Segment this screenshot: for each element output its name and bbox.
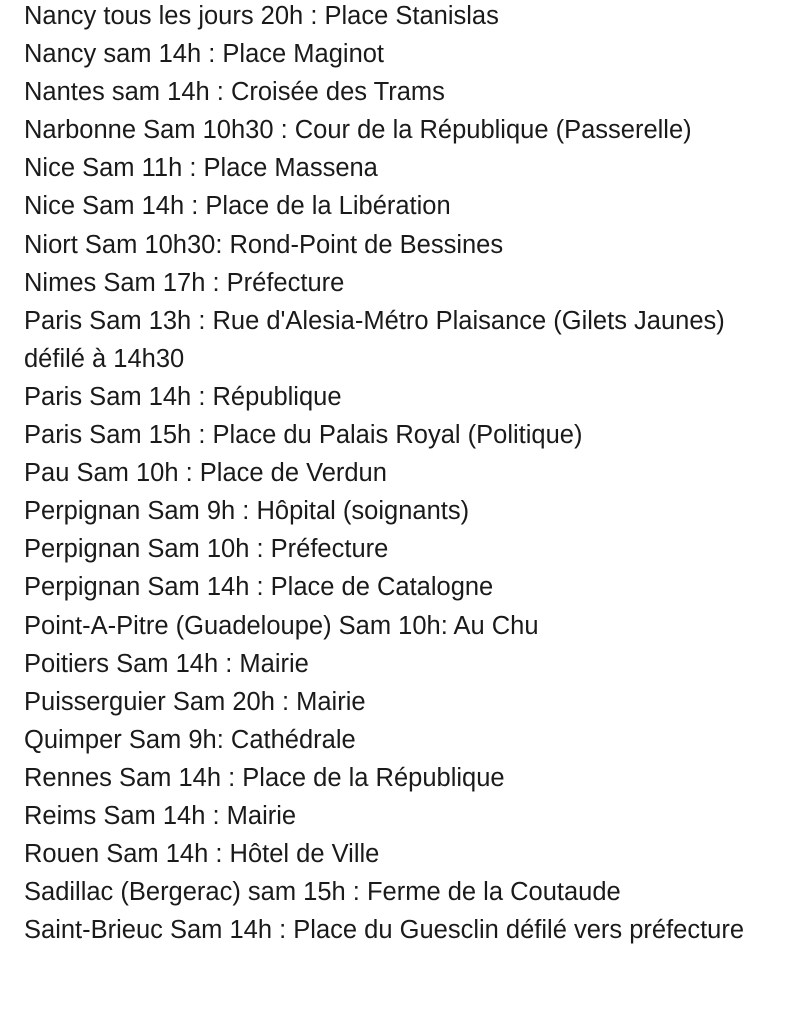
list-item: Paris Sam 14h : République: [24, 382, 342, 411]
list-item: Nice Sam 11h : Place Massena: [24, 154, 378, 183]
list-item: Nimes Sam 17h : Préfecture: [24, 268, 345, 297]
list-item: Pau Sam 10h : Place de Verdun: [24, 459, 387, 488]
list-item: Narbonne Sam 10h30 : Cour de la République (Passerelle): [24, 116, 692, 145]
list-item: Reims Sam 14h : Mairie: [24, 801, 297, 830]
list-item: Puisserguier Sam 20h : Mairie: [24, 687, 366, 716]
list-item: Quimper Sam 9h: Cathédrale: [24, 725, 356, 754]
list-item: Nice Sam 14h : Place de la Libération: [24, 192, 451, 221]
list-item: Perpignan Sam 9h : Hôpital (soignants): [24, 497, 470, 526]
list-item: Perpignan Sam 10h : Préfecture: [24, 535, 389, 564]
list-item: Poitiers Sam 14h : Mairie: [24, 649, 309, 678]
list-item: Saint-Brieuc Sam 14h : Place du Guesclin défilé vers préfecture: [24, 916, 745, 945]
list-item: Nancy tous les jours 20h : Place Stanislas: [24, 2, 499, 30]
list-item: Paris Sam 15h : Place du Palais Royal (Politique): [24, 421, 583, 450]
list-item: Rennes Sam 14h : Place de la République: [24, 763, 505, 792]
list-item: Perpignan Sam 14h : Place de Catalogne: [24, 573, 494, 602]
list-item: Niort Sam 10h30: Rond-Point de Bessines: [24, 230, 504, 259]
list-item: Rouen Sam 14h : Hôtel de Ville: [24, 840, 380, 869]
list-item: Nantes sam 14h : Croisée des Trams: [24, 78, 445, 107]
list-item: Paris Sam 13h : Rue d'Alesia-Métro Plaisance (Gilets Jaunes) défilé à 14h30: [24, 306, 725, 373]
list-item: Nancy sam 14h : Place Maginot: [24, 40, 385, 69]
list-item: Sadillac (Bergerac) sam 15h : Ferme de la Coutaude: [24, 878, 621, 907]
event-list: [24, 0, 764, 949]
list-item: Point-A-Pitre (Guadeloupe) Sam 10h: Au Chu: [24, 611, 539, 640]
